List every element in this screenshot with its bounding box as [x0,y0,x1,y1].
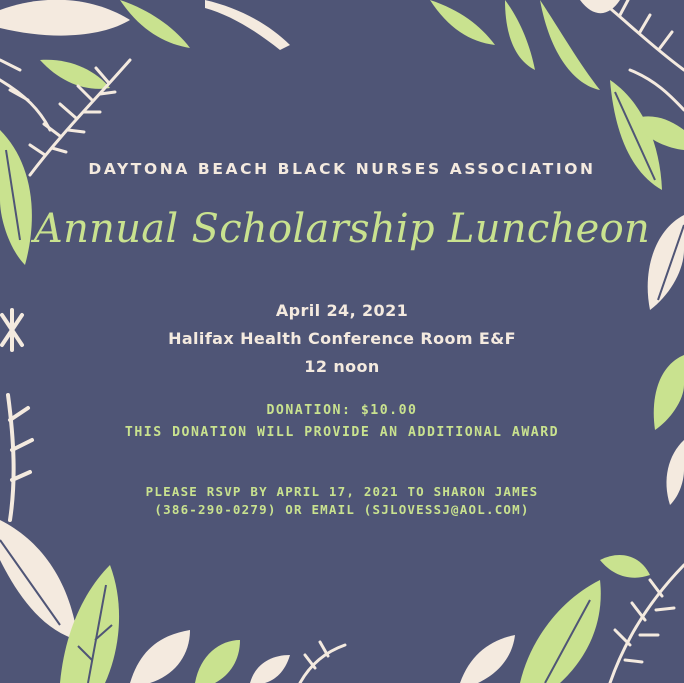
event-date: April 24, 2021 [275,301,409,320]
donation-amount: DONATION: $10.00 [266,403,418,418]
rsvp-deadline: PLEASE RSVP BY APRIL 17, 2021 TO SHARON JAMES [145,484,539,499]
organization-name: DAYTONA BEACH BLACK NURSES ASSOCIATION [88,160,596,178]
event-title: Annual Scholarship Luncheon [33,206,651,252]
event-venue: Halifax Health Conference Room E&F [168,329,516,348]
rsvp-contact: (386-290-0279) OR EMAIL (SJLOVESSJ@AOL.COM) [154,502,530,517]
donation-note: THIS DONATION WILL PROVIDE AN ADDITIONAL AWARD [124,425,560,440]
event-time: 12 noon [304,357,380,376]
